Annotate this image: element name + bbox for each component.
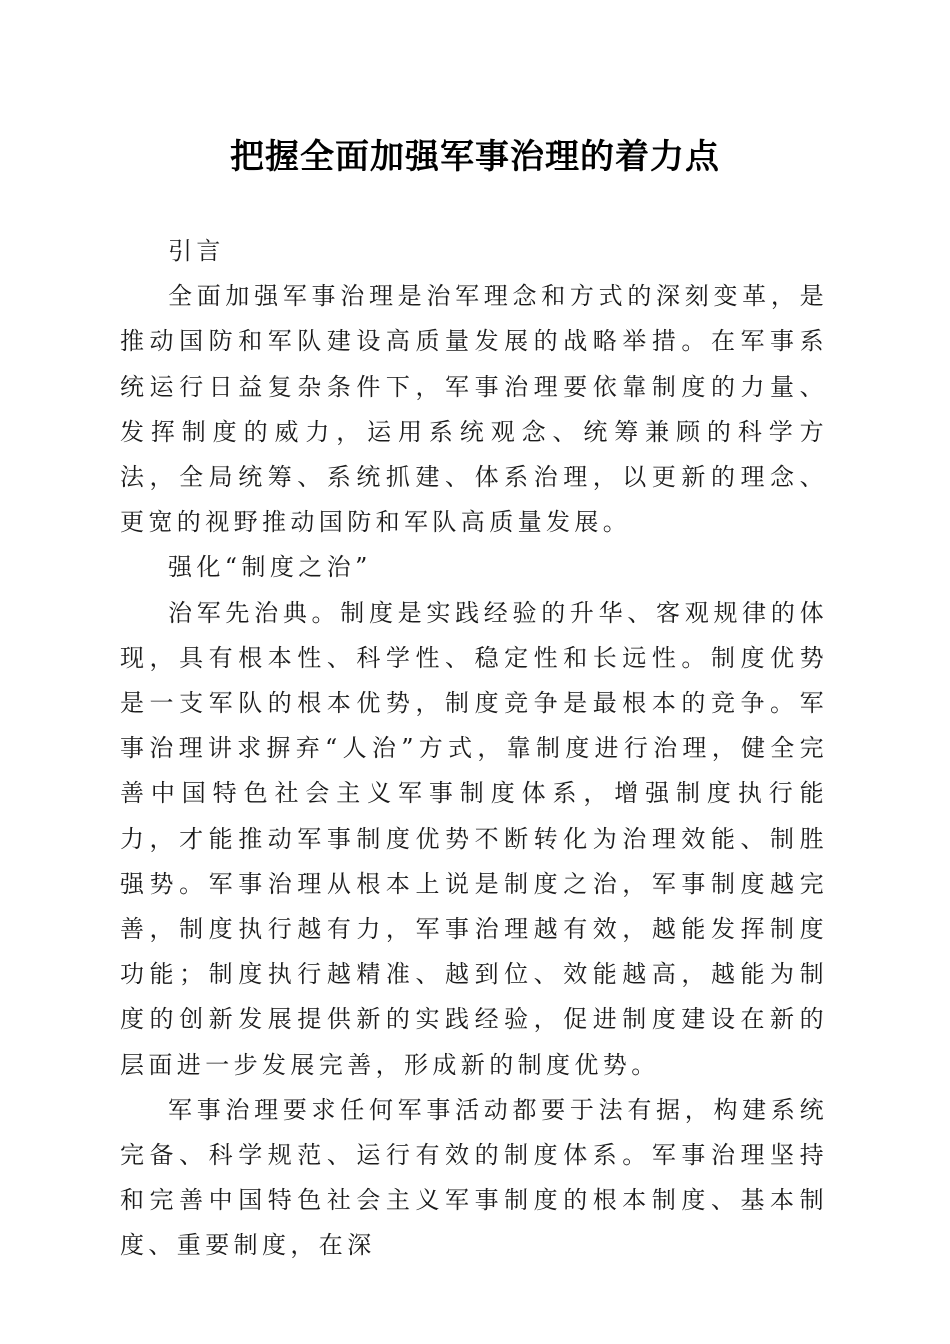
paragraph-institution-2: 军事治理要求任何军事活动都要于法有据，构建系统完备、科学规范、运行有效的制度体系。军事治理坚持和完善中国特色社会主义军事制度的根本制度、基本制度、重要制度，在深 (120, 1095, 828, 1260)
section-heading-institution: 强化“制度之治” (168, 553, 372, 582)
document-body (120, 229, 828, 1269)
paragraph-intro: 全面加强军事治理是治军理念和方式的深刻变革，是推动国防和军队建设高质量发展的战略举措。在军事系统运行日益复杂条件下，军事治理要依靠制度的力量、发挥制度的威力，运用系统观念、统筹兼顾的科学方法，全局统筹、系统抓建、体系治理，以更新的理念、更宽的视野推动国防和军队高质量发展。 (120, 282, 828, 537)
section-heading-intro: 引言 (168, 237, 225, 265)
paragraph-institution-1: 治军先治典。制度是实践经验的升华、客观规律的体现，具有根本性、科学性、稳定性和长远性。制度优势是一支军队的根本优势，制度竞争是最根本的竞争。军事治理讲求摒弃“人治”方式，靠制度进行治理，健全完善中国特色社会主义军事制度体系，增强制度执行能力，才能推动军事制度优势不断转化为治理效能、制胜强势。军事治理从根本上说是制度之治，军事制度越完善，制度执行越有力，军事治理越有效，越能发挥制度功能；制度执行越精准、越到位、效能越高，越能为制度的创新发展提供新的实践经验，促进制度建设在新的层面进一步发展完善，形成新的制度优势。 (120, 598, 828, 1079)
document-title: 把握全面加强军事治理的着力点 (230, 137, 720, 177)
